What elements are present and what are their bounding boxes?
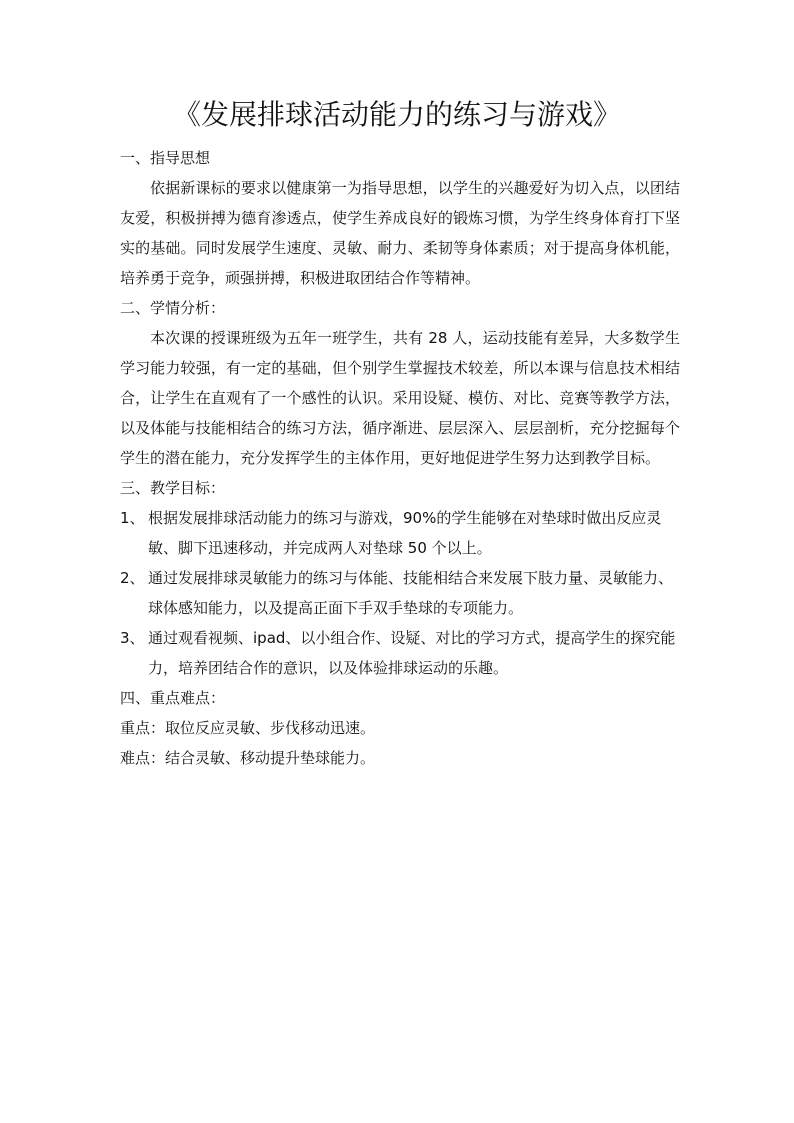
- objective-item: [120, 623, 680, 683]
- document-body: [120, 143, 680, 773]
- objective-number: 1、: [120, 509, 145, 527]
- objective-item: [120, 503, 680, 563]
- section-heading-analysis: 二、学情分析：: [120, 299, 226, 317]
- objective-item: [120, 563, 680, 623]
- document-title: 《发展排球活动能力的练习与游戏》: [172, 98, 621, 131]
- objective-number: 3、: [120, 629, 145, 647]
- objective-number: 2、: [120, 569, 145, 587]
- objective-text: 根据发展排球活动能力的练习与游戏，90%的学生能够在对垫球时做出反应灵敏、脚下迅速移动，并完成两人对垫球 50 个以上。: [148, 509, 662, 557]
- difficulty-text: 难点：结合灵敏、移动提升垫球能力。: [120, 749, 376, 767]
- objective-text: 通过观看视频、ipad、以小组合作、设疑、对比的学习方式，提高学生的探究能力，培养团结合作的意识，以及体验排球运动的乐趣。: [148, 629, 676, 677]
- section-text-analysis: 本次课的授课班级为五年一班学生，共有 28 人，运动技能有差异，大多数学生学习能力较强，有一定的基础，但个别学生掌握技术较差，所以本课与信息技术相结合，让学生在直观有了一个感性的认识。采用设疑、模仿、对比、竞赛等教学方法，以及体能与技能相结合的练习方法，循序渐进、层层深入、层层剖析，充分挖掘每个学生的潜在能力，充分发挥学生的主体作用，更好地促进学生努力达到教学目标。: [120, 329, 680, 467]
- section-heading-keypoints: 四、重点难点：: [120, 689, 226, 707]
- objective-text: 通过发展排球灵敏能力的练习与体能、技能相结合来发展下肢力量、灵敏能力、球体感知能力，以及提高正面下手双手垫球的专项能力。: [148, 569, 674, 617]
- key-point-text: 重点：取位反应灵敏、步伐移动迅速。: [120, 719, 376, 737]
- section-heading-guiding: 一、指导思想: [120, 149, 211, 167]
- section-heading-objectives: 三、教学目标：: [120, 479, 226, 497]
- section-text-guiding: 依据新课标的要求以健康第一为指导思想，以学生的兴趣爱好为切入点，以团结友爱，积极拼搏为德育渗透点，使学生养成良好的锻炼习惯，为学生终身体育打下坚实的基础。同时发展学生速度、灵敏、耐力、柔韧等身体素质；对于提高身体机能，培养勇于竞争，顽强拼搏，积极进取团结合作等精神。: [120, 179, 680, 287]
